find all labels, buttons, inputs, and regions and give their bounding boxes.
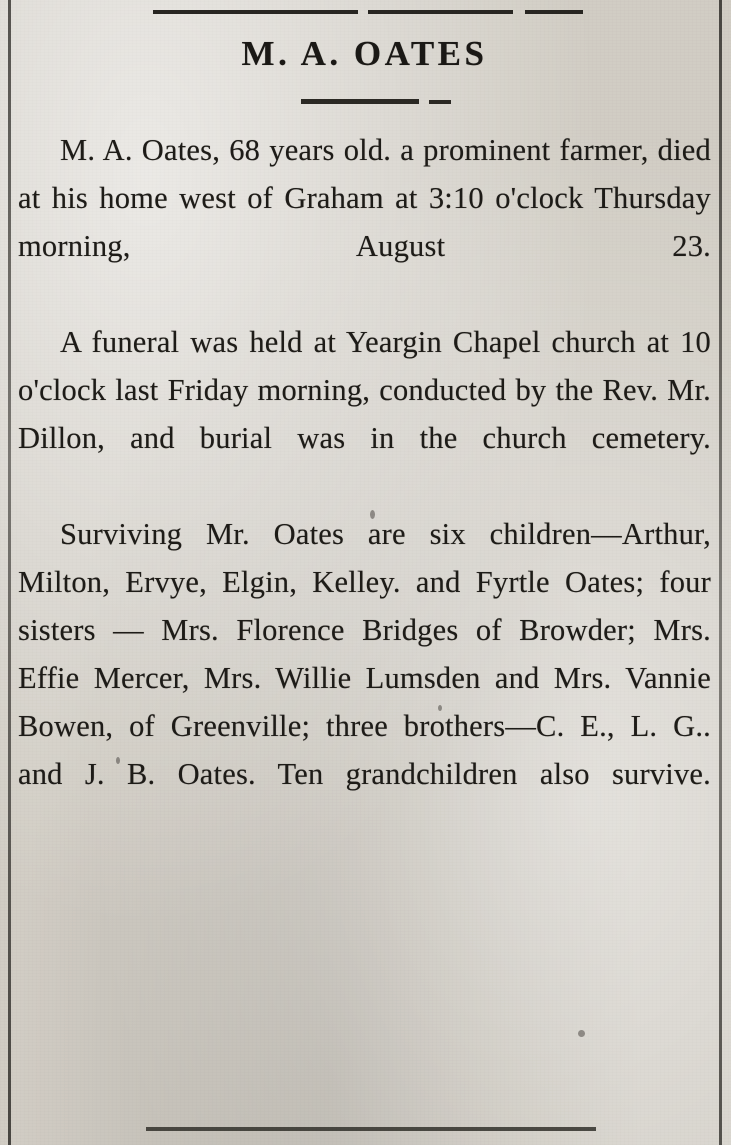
page-title: M. A. OATES <box>241 34 488 73</box>
top-divider-rule <box>153 10 583 14</box>
column-rule-right <box>719 0 722 1145</box>
bottom-divider-rule <box>146 1127 596 1131</box>
clipping-content <box>18 0 711 1145</box>
column-rule-left <box>8 0 11 1145</box>
paragraph-2: A funeral was held at Yeargin Chapel church at 10 o'clock last Friday morning, conducted by the Rev. Mr. Dillon, and burial was in the church cemetery. <box>18 325 711 455</box>
paragraph-3: Surviving Mr. Oates are six children—Arthur, Milton, Ervye, Elgin, Kelley. and Fyrtle Oates; four sisters — Mrs. Florence Bridges of Browder; Mrs. Effie Mercer, Mrs. Willie Lumsden and Mrs. Vannie Bowen, of Greenville; three brothers—C. E., L. G.. and J. B. Oates. Ten grandchildren also survive. <box>18 517 711 791</box>
headline-divider-rule <box>301 99 451 104</box>
paragraph-1: M. A. Oates, 68 years old. a prominent farmer, died at his home west of Graham at 3:10 o'clock Thursday morning, August 23. <box>18 133 711 263</box>
paper-speck <box>578 1030 585 1037</box>
article-body <box>18 126 711 846</box>
